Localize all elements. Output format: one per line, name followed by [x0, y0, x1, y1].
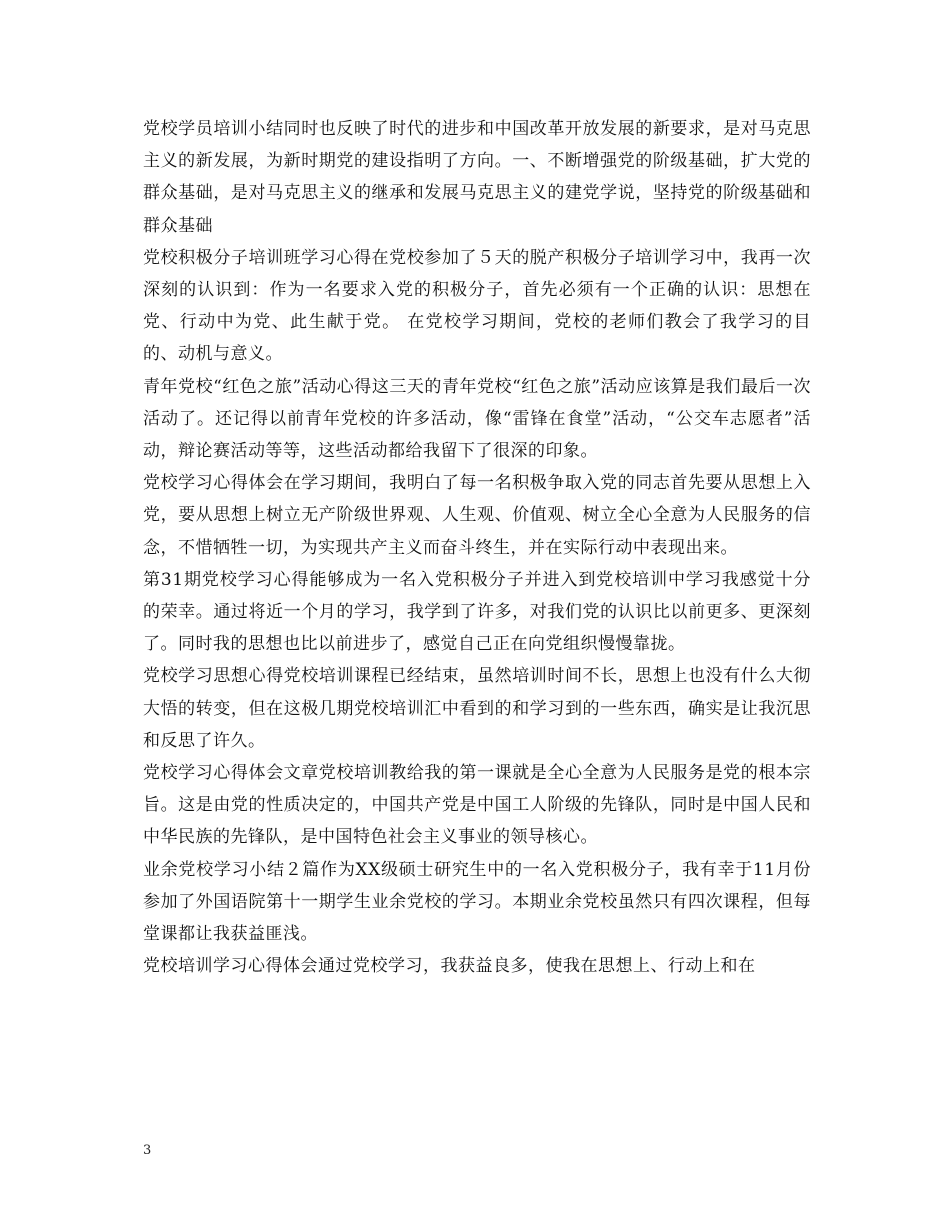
paragraph-6: 党校学习思想心得党校培训课程已经结束，虽然培训时间不长，思想上也没有什么大彻大悟的转变，但在这极几期党校培训汇中看到的和学习到的一些东西，确实是让我沉思和反思了许久。 — [143, 666, 811, 751]
paragraph-5: 第31期党校学习心得能够成为一名入党积极分子并进入到党校培训中学习我感觉十分的荣幸。通过将近一个月的学习，我学到了许多，对我们党的认识比以前更多、更深刻了。同时我的思想也比以前进步了，感觉自己正在向党组织慢慢靠拢。 — [143, 569, 811, 655]
paragraph-9: 党校培训学习心得体会通过党校学习，我获益良多，使我在思想上、行动上和在 — [143, 956, 756, 977]
paragraph-3: 青年党校“红色之旅”活动心得这三天的青年党校“红色之旅”活动应该算是我们最后一次活动了。还记得以前青年党校的许多活动，像“雷锋在食堂”活动，“公交车志愿者”活动，辩论赛活动等等，这些活动都给我留下了很深的印象。 — [143, 376, 811, 462]
paragraph-7: 党校学习心得体会文章党校培训教给我的第一课就是全心全意为人民服务是党的根本宗旨。这是由党的性质决定的，中国共产党是中国工人阶级的先锋队，同时是中国人民和中华民族的先锋队，是中国特色社会主义事业的领导核心。 — [143, 763, 811, 848]
paragraph-4: 党校学习心得体会在学习期间，我明白了每一名积极争取入党的同志首先要从思想上入党，要从思想上树立无产阶级世界观、人生观、价值观、树立全心全意为人民服务的信念，不惜牺牲一切，为实现共产主义而奋斗终生，并在实际行动中表现出来。 — [143, 473, 811, 558]
paragraph-8: 业余党校学习小结２篇作为XX级硕士研究生中的一名入党积极分子，我有幸于11月份参加了外国语院第十一期学生业余党校的学习。本期业余党校虽然只有四次课程，但每堂课都让我获益匪浅。 — [143, 859, 811, 945]
paragraph-1: 党校学员培训小结同时也反映了时代的进步和中国改革开放发展的新要求，是对马克思主义的新发展，为新时期党的建设指明了方向。一、不断增强党的阶级基础，扩大党的群众基础，是对马克思主义的继承和发展马克思主义的建党学说，坚持党的阶级基础和群众基础 — [143, 119, 811, 236]
document-body — [143, 113, 811, 982]
paragraph-2: 党校积极分子培训班学习心得在党校参加了５天的脱产积极分子培训学习中，我再一次深刻的认识到：作为一名要求入党的积极分子，首先必须有一个正确的认识：思想在党、行动中为党、此生献于党。 在党校学习期间，党校的老师们教会了我学习的目的、动机与意义。 — [143, 247, 811, 365]
page-number: 3 — [143, 1143, 152, 1158]
